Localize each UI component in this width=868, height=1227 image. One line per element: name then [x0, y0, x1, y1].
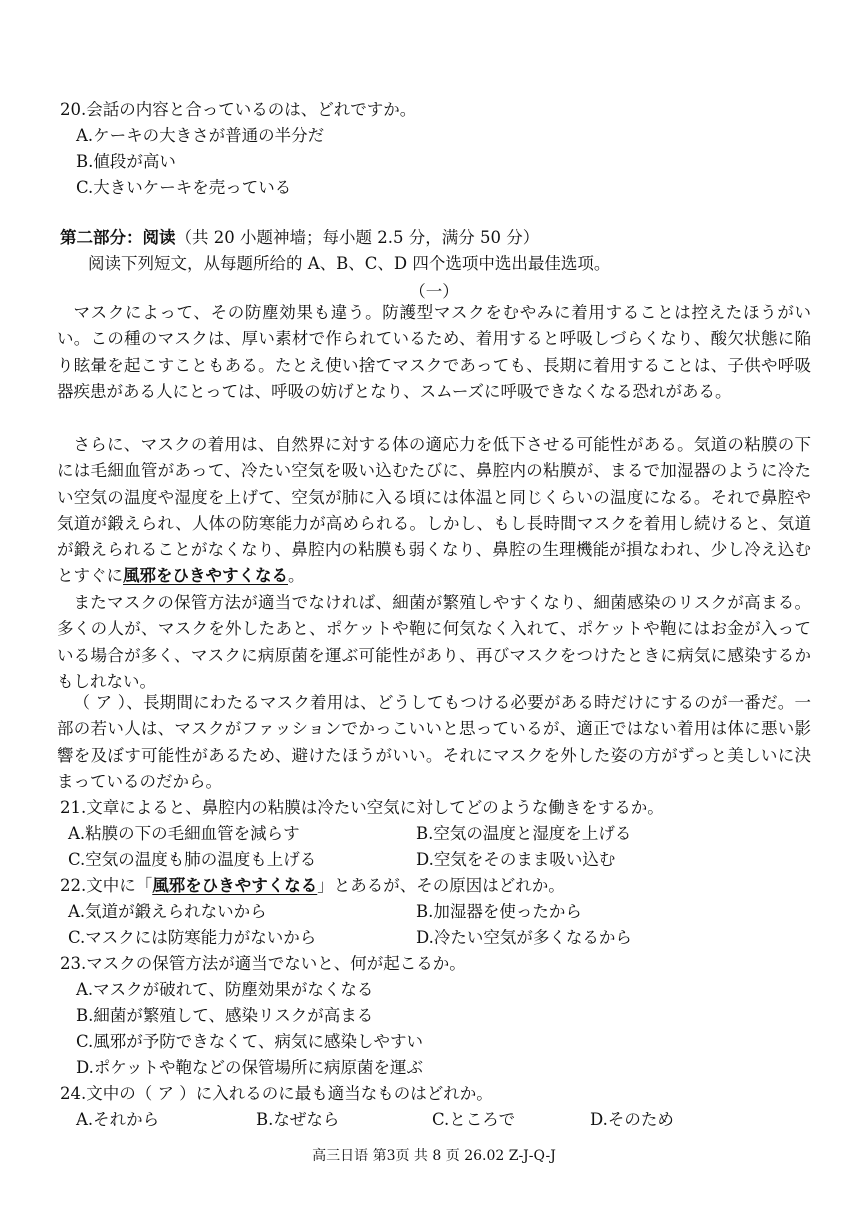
part2-heading: 第二部分：阅读: [60, 228, 176, 247]
q24-option-c: C.ところで: [432, 1110, 516, 1129]
passage-paragraph-2: [57, 432, 811, 590]
q23-option-c: C.風邪が予防できなくて、病気に感染しやすい: [76, 1032, 423, 1051]
passage-paragraph-1: マスクによって、その防塵効果も違う。防護型マスクをむやみに着用することは控えたほうがいい。この種のマスクは、厚い素材で作られているため、着用すると呼吸しづらくなり、酸欠状態に陥り眩暈を起こすこともある。たとえ使い捨てマスクであっても、長期に着用することは、子供や呼吸器疾患がある人にとっては、呼吸の妨げとなり、スムーズに呼吸できなくなる恐れがある。: [57, 303, 811, 401]
q21-option-b: B.空気の温度と湿度を上げる: [416, 824, 632, 843]
part2-heading-line: [60, 228, 539, 248]
q22-stem: [60, 876, 565, 896]
q24-option-a: A.それから: [76, 1110, 160, 1129]
q22-underlined-phrase: 風邪をひきやすくなる: [152, 876, 318, 895]
part2-heading-note: （共 20 小题神墙；每小题 2.5 分，满分 50 分）: [175, 228, 540, 247]
q22-option-a: A.気道が鍛えられないから: [68, 902, 267, 921]
q22-option-c: C.マスクには防寒能力がないから: [68, 928, 317, 947]
q21-option-d: D.空気をそのまま吸い込む: [416, 850, 616, 869]
passage-p2-end: 。: [288, 566, 305, 586]
q22-option-b: B.加湿器を使ったから: [416, 902, 582, 921]
q24-option-b: B.なぜなら: [256, 1110, 340, 1129]
q22-stem-before: 22.文中に「: [60, 876, 153, 895]
q21-stem: 21.文章によると、鼻腔内の粘膜は冷たい空気に対してどのような働きをするか。: [60, 798, 664, 817]
q20-option-a: A.ケーキの大きさが普通の半分だ: [76, 126, 325, 145]
passage-underlined-phrase: 風邪をひきやすくなる: [123, 566, 288, 586]
q24-stem: 24.文中の（ ア ）に入れるのに最も適当なものはどれか。: [60, 1084, 493, 1103]
q22-option-d: D.冷たい空気が多くなるから: [416, 928, 632, 947]
section-number: （一）: [409, 282, 459, 301]
q21-option-a: A.粘膜の下の毛細血管を減らす: [68, 824, 300, 843]
part2-instruction: 阅读下列短文，从每题所给的 A、B、C、D 四个选项中选出最佳选项。: [88, 254, 611, 273]
q23-option-a: A.マスクが破れて、防塵効果がなくなる: [76, 980, 374, 999]
q23-option-d: D.ポケットや鞄などの保管場所に病原菌を運ぶ: [76, 1058, 424, 1077]
q23-option-b: B.細菌が繁殖して、感染リスクが高まる: [76, 1006, 374, 1025]
q24-option-d: D.そのため: [590, 1110, 674, 1129]
passage-paragraph-4: （ ア ）、長期間にわたるマスク着用は、どうしてもつける必要がある時だけにするのが一番だ。一部の若い人は、マスクがファッションでかっこいいと思っているが、適正ではない着用は体に悪い影響を及ぼす可能性があるため、避けたほうがいい。それにマスクを外した姿の方がずっと美しいに決まっているのだから。: [57, 693, 811, 791]
q20-stem: 20.会話の内容と合っているのは、どれですか。: [60, 100, 417, 119]
q20-option-c: C.大きいケーキを売っている: [76, 178, 292, 197]
passage-p2-text: さらに、マスクの着用は、自然界に対する体の適応力を低下させる可能性がある。気道の粘膜の下には毛細血管があって、冷たい空気を吸い込むたびに、鼻腔内の粘膜が、まるで加湿器のように冷たい空気の温度や湿度を上げて、空気が肺に入る頃には体温と同じくらいの温度になる。それで鼻腔や気道が鍛えられ、人体の防寒能力が高められる。しかし、もし長時間マスクを着用し続けると、気道が鍛えられることがなくなり、鼻腔内の粘膜も弱くなり、鼻腔の生理機能が損なわれ、少し冷え込むとすぐに: [57, 435, 811, 586]
q21-option-c: C.空気の温度も肺の温度も上げる: [68, 850, 317, 869]
passage-paragraph-3: またマスクの保管方法が適当でなければ、細菌が繁殖しやすくなり、細菌感染のリスクが高まる。多くの人が、マスクを外したあと、ポケットや鞄に何気なく入れて、ポケットや鞄にはお金が入っている場合が多く、マスクに病原菌を運ぶ可能性があり、再びマスクをつけたときに病気に感染するかもしれない。: [57, 593, 811, 691]
q22-stem-after: 」とあるが、その原因はどれか。: [317, 876, 565, 895]
q23-stem: 23.マスクの保管方法が適当でないと、何が起こるか。: [60, 954, 466, 973]
page-footer: 高三日语 第3页 共 8 页 26.02 Z-J-Q-J: [312, 1148, 556, 1164]
q20-option-b: B.値段が高い: [76, 152, 176, 171]
